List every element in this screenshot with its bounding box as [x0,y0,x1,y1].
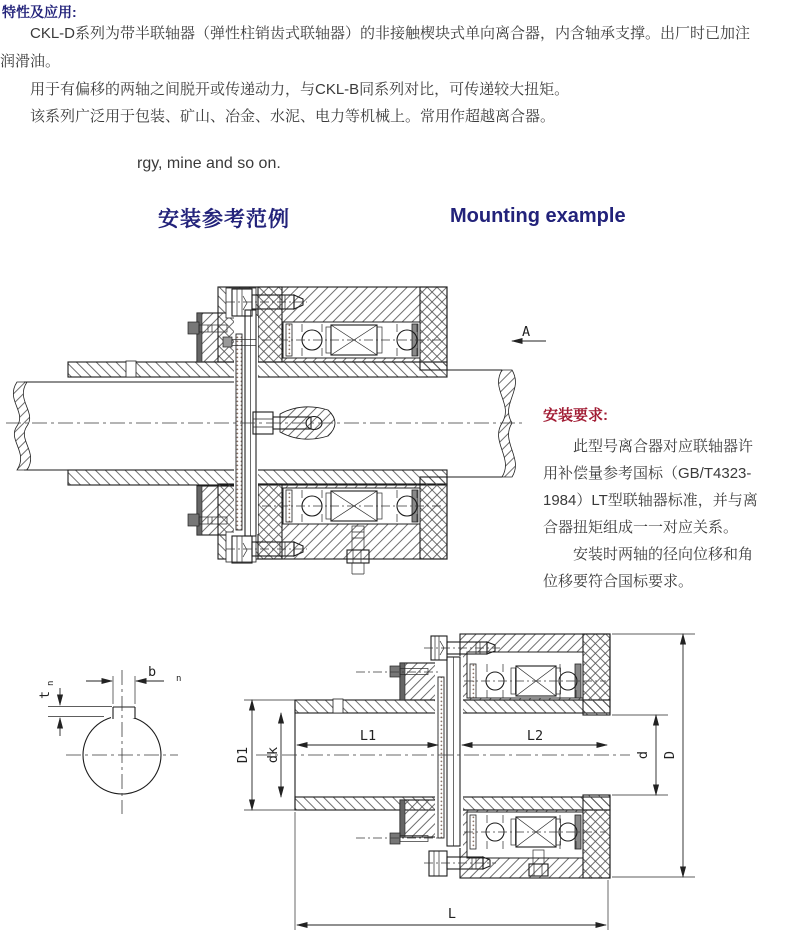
view-a-label: A [522,324,531,340]
dim-label-dk: dk [265,746,281,764]
dim-label-t-sub: n [46,680,56,686]
keyway-section [37,664,181,814]
install-requirements-title: 安装要求: [543,407,608,424]
dim-label-D1: D1 [235,746,251,764]
english-fragment: rgy, mine and so on. [137,155,281,172]
page-title: 特性及应用: [2,4,77,20]
dimension-drawing [0,598,800,943]
coupling-disc [435,656,463,848]
intro-paragraph-1: CKL-D系列为带半联轴器（弹性柱销齿式联轴器）的非接触楔块式单向离合器，内含轴承支撑。出厂时已加注润滑油。 [0,25,751,70]
key-notch [333,699,343,713]
clamp-plate-lower [197,486,202,535]
mounting-example-drawing [0,255,560,605]
install-requirements-line: 安装时两轴的径向位移和角 [543,546,754,563]
bearing-cavity-bottom [467,812,583,858]
right-shaft [447,370,515,477]
dim-label-b: b [148,664,157,680]
dim-label-L: L [447,906,457,922]
dim-label-t: t [37,690,53,699]
end-cap-top [420,287,447,370]
dim-label-D: D [662,750,678,760]
dim-label-d: d [635,750,651,760]
end-cap-top [583,634,610,715]
end-cap-bottom [583,795,610,878]
dim-label-b-sub: n [176,674,182,684]
end-cap-bottom [420,477,447,559]
view-a-indicator [512,324,546,341]
install-requirements-line: 位移要符合国标要求。 [543,573,694,590]
dim-label-L2: L2 [526,728,544,744]
install-requirements-line: 用补偿量参考国标（GB/T4323- [543,465,752,482]
left-shaft [13,382,240,470]
flange-bracket-lower [400,800,438,837]
section-heading-en: Mounting example [450,205,626,227]
install-requirements-line: 合器扭矩组成一一对应关系。 [543,519,739,536]
key-notch [126,361,136,377]
clamp-plate-upper [197,313,202,362]
intro-paragraph-2: 用于有偏移的两轴之间脱开或传递动力，与CKL-B同系列对比，可传递较大扭矩。 [30,81,570,98]
install-requirements-line: 此型号离合器对应联轴器许 [543,438,754,455]
section-heading-zh: 安装参考范例 [158,208,290,231]
bearing-cavity-top [467,652,583,698]
install-requirements-line: 1984）LT型联轴器标准，并与离 [543,492,758,509]
dim-label-L1: L1 [359,728,377,744]
install-requirements [543,404,799,595]
intro-paragraph-3: 该系列广泛用于包装、矿山、冶金、水泥、电力等机械上。常用作超越离合器。 [30,108,556,125]
